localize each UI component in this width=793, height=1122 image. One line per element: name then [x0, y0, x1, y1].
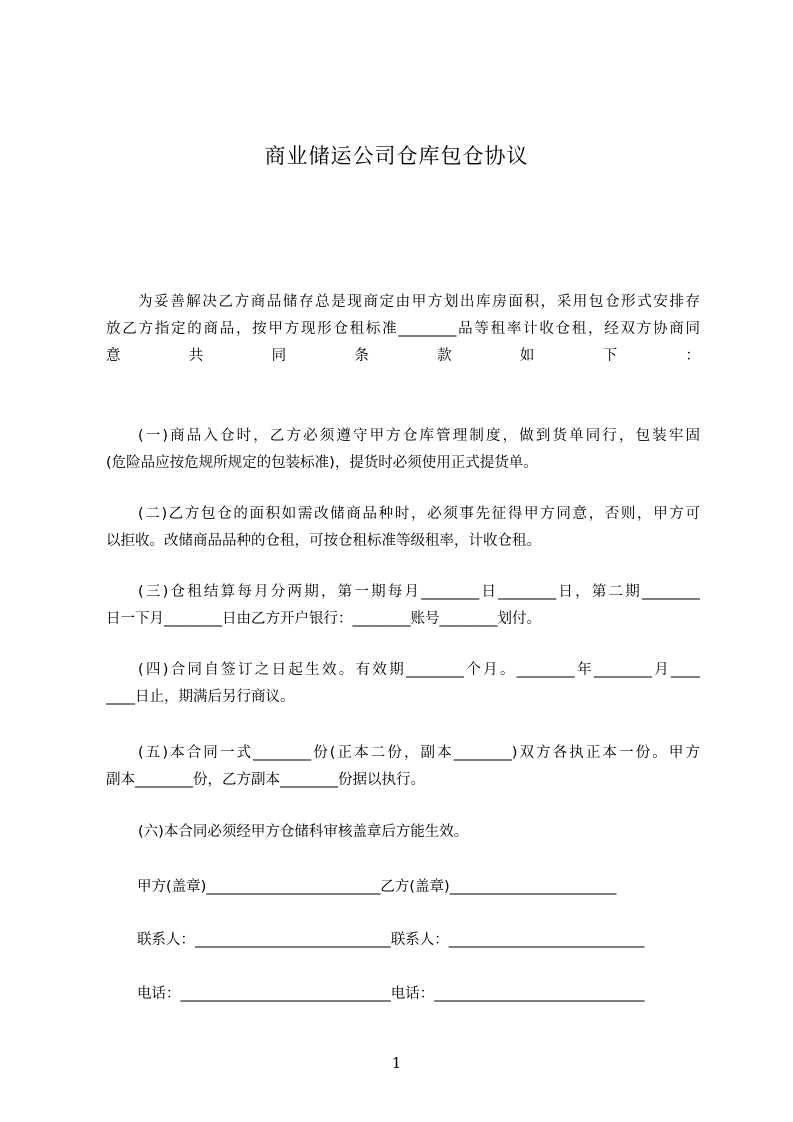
clause-6-line-1: (六)本合同必须经甲方仓储科审核盖章后方能生效。	[138, 824, 469, 840]
clause-2-line-1: (二)乙方包仓的面积如需改储商品种时，必须事先征得甲方同意，否则，甲方可	[138, 506, 700, 522]
clause-5	[106, 740, 700, 794]
page-number: 1	[391, 1054, 402, 1072]
clause-4	[106, 657, 700, 711]
signature-row-contacts: 联系人：___________________________联系人：___________________________	[137, 932, 645, 948]
clause-5-line-2: 副本________份，乙方副本________份据以执行。	[106, 772, 425, 788]
intro-line-2: 放乙方指定的商品，按甲方现形仓租标准________品等租率计收仓租，经双方协商同	[106, 321, 700, 337]
intro-char: 共	[188, 348, 204, 364]
clause-3-line-1: (三)仓租结算每月分两期，第一期每月________日________日，第二期________	[138, 584, 700, 600]
intro-char: 如	[519, 348, 535, 364]
clause-2	[106, 501, 700, 555]
clause-5-line-1: (五)本合同一式________份(正本二份，副本________)双方各执正本一份。甲方	[138, 745, 700, 761]
intro-char: 同	[271, 348, 287, 364]
clause-1-line-1: (一)商品入仓时，乙方必须遵守甲方仓库管理制度，做到货单同行，包装牢固	[138, 428, 700, 444]
clause-4-line-2: ____日止，期满后另行商议。	[106, 689, 295, 705]
clause-6	[106, 819, 700, 846]
intro-char: 款	[437, 348, 452, 364]
intro-line-3	[106, 343, 700, 370]
intro-paragraph	[106, 289, 700, 370]
clause-3	[106, 579, 700, 633]
intro-char: 条	[354, 348, 369, 364]
signature-row-phones: 电话：_____________________________电话：_____________________________	[137, 986, 645, 1002]
intro-line-1: 为妥善解决乙方商品储存总是现商定由甲方划出库房面积，采用包仓形式安排存	[138, 294, 700, 310]
clause-1-line-2: (危险品应按危规所规定的包装标准)，提货时必须使用正式提货单。	[106, 455, 538, 471]
intro-char: 下	[602, 348, 618, 364]
intro-char: ：	[685, 348, 700, 364]
clause-1	[106, 423, 700, 477]
intro-char: 意	[106, 348, 121, 364]
signature-row-parties: 甲方(盖章)________________________乙方(盖章)_______________________	[137, 879, 617, 895]
clause-2-line-2: 以拒收。改储商品品种的仓租，可按仓租标准等级租率，计收仓租。	[106, 533, 541, 549]
clause-4-line-1: (四)合同自签订之日起生效。有效期________个月。________年________月____	[138, 662, 700, 678]
document-title: 商业储运公司仓库包仓协议	[264, 144, 529, 168]
clause-3-line-2: 日一下月________日由乙方开户银行：________账号________划付。	[106, 611, 541, 627]
